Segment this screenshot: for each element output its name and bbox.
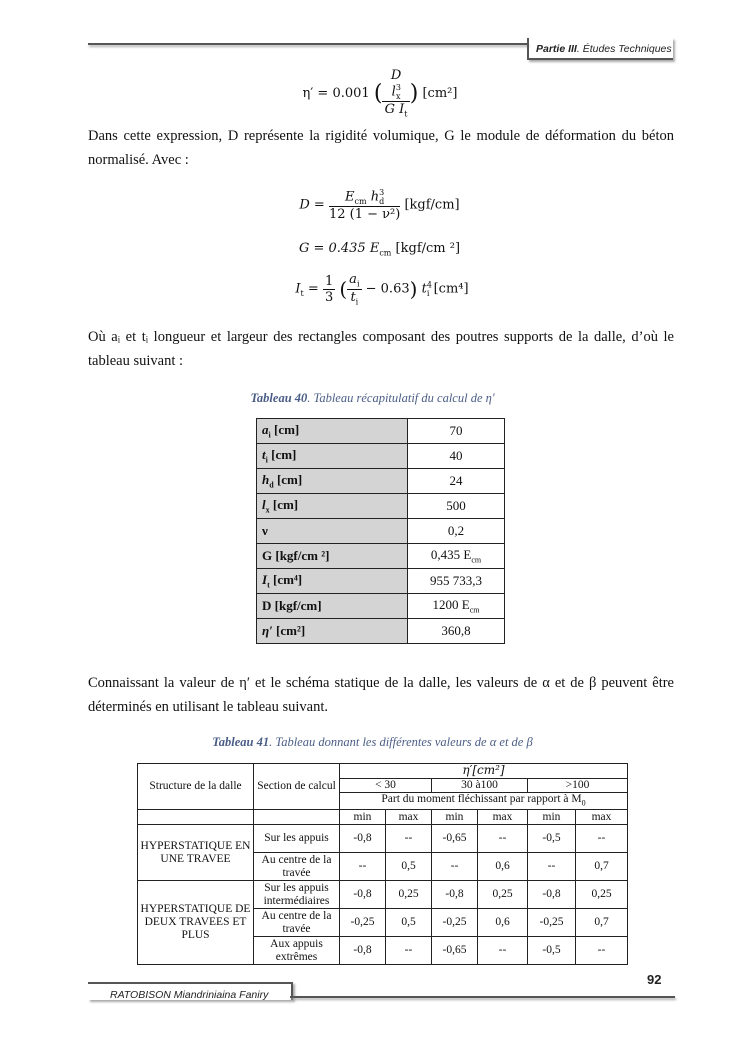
table-41-row xyxy=(138,825,628,853)
table-41-value: -0,8 xyxy=(528,881,576,909)
formula-eta: η′ = 0.001 ( $\frac{D l^3_x}{G I_t}$ ) [cm²] xyxy=(302,68,458,119)
header-part: Partie III xyxy=(536,43,577,55)
paragraph-alpha-beta: Connaissant la valeur de η′ et le schéma statique de la dalle, les valeurs de α et de β peuvent être déterminés en utilisant le tableau suivant. xyxy=(88,675,674,715)
table-40-param: $I_t$ [cm⁴] xyxy=(257,569,408,594)
header-structure: Structure de la dalle xyxy=(138,764,254,810)
caption-table-40: Tableau 40. Tableau récapitulatif du calcul de η′ xyxy=(250,391,495,405)
table-41-section: Sur les appuis xyxy=(254,825,340,853)
table-41-value: 0,6 xyxy=(478,853,528,881)
table-41-value: -0,5 xyxy=(528,825,576,853)
table-41-value: 0,6 xyxy=(478,909,528,937)
table-41-value: -- xyxy=(386,937,432,965)
table-41-section: Au centre de la travée xyxy=(254,909,340,937)
table-41 xyxy=(137,763,628,965)
table-41-value: 0,5 xyxy=(386,853,432,881)
header-section: Section de calcul xyxy=(254,764,340,810)
table-41-value: -0,25 xyxy=(340,909,386,937)
table-40-param: $a_i$ [cm] xyxy=(257,419,408,444)
table-41-section: Sur les appuis intermédiaires xyxy=(254,881,340,909)
table-41-value: -- xyxy=(576,825,628,853)
table-40-row xyxy=(257,419,505,444)
table-40-row xyxy=(257,569,505,594)
range-gt-100: >100 xyxy=(528,779,628,793)
blank-cell xyxy=(138,810,254,825)
formula-eta-fraction: $\frac{D l^3_x}{G I_t}$ xyxy=(382,68,409,119)
header-minmax: min xyxy=(528,810,576,825)
formula-G: G = 0.435 $E_{cm}$ [kgf/cm ²] xyxy=(298,241,461,258)
table-40-row xyxy=(257,544,505,569)
table-41-value: -- xyxy=(340,853,386,881)
table-40-row xyxy=(257,594,505,619)
header-minmax: min xyxy=(340,810,386,825)
running-header: Partie III. Études Techniques xyxy=(536,43,672,55)
table-41-value: -0,8 xyxy=(432,881,478,909)
table-41-structure: HYPERSTATIQUE DE DEUX TRAVEES ET PLUS xyxy=(138,881,254,965)
table-40-param: $h_d$ [cm] xyxy=(257,469,408,494)
table-40-value: 0,2 xyxy=(408,519,505,544)
table-40-param: D [kgf/cm] xyxy=(257,594,408,619)
table-41-value: -0,25 xyxy=(528,909,576,937)
table-41-row xyxy=(138,881,628,909)
page-number: 92 xyxy=(647,972,662,987)
table-41-value: -- xyxy=(576,937,628,965)
table-40-row xyxy=(257,519,505,544)
table-41-value: 0,25 xyxy=(478,881,528,909)
header-rule xyxy=(88,43,528,45)
blank-cell xyxy=(254,810,340,825)
caption-table-41: Tableau 41. Tableau donnant les différentes valeurs de α et de β xyxy=(212,735,533,749)
table-41-section: Au centre de la travée xyxy=(254,853,340,881)
table-41-value: -- xyxy=(478,825,528,853)
header-minmax: max xyxy=(386,810,432,825)
table-41-value: -- xyxy=(478,937,528,965)
table-41-value: 0,25 xyxy=(386,881,432,909)
table-41-value: 0,7 xyxy=(576,853,628,881)
table-40-row xyxy=(257,494,505,519)
table-40-param: η′ [cm²] xyxy=(257,619,408,644)
table-40-value: 360,8 xyxy=(408,619,505,644)
paragraph-rectangles: Où aᵢ et tᵢ longueur et largeur des rectangles composant des poutres supports de la dalle, d’où le tableau suivant : xyxy=(88,329,674,369)
table-41-value: 0,7 xyxy=(576,909,628,937)
table-40-value: 40 xyxy=(408,444,505,469)
table-41-value: -0,65 xyxy=(432,937,478,965)
table-40-row xyxy=(257,444,505,469)
table-40-value: 500 xyxy=(408,494,505,519)
table-40-value: 1200 $E_{cm}$ xyxy=(408,594,505,619)
header-minmax: min xyxy=(432,810,478,825)
table-40-param: $l_x$ [cm] xyxy=(257,494,408,519)
table-41-section: Aux appuis extrêmes xyxy=(254,937,340,965)
table-41-value: -0,25 xyxy=(432,909,478,937)
footer-rule xyxy=(290,996,675,998)
table-40-value: 0,435 $E_{cm}$ xyxy=(408,544,505,569)
table-41-value: -0,5 xyxy=(528,937,576,965)
table-41-value: -0,65 xyxy=(432,825,478,853)
table-40-value: 955 733,3 xyxy=(408,569,505,594)
range-30-100: 30 à100 xyxy=(432,779,528,793)
table-40-param: ν xyxy=(257,519,408,544)
table-40-param: $t_i$ [cm] xyxy=(257,444,408,469)
table-41-value: -- xyxy=(528,853,576,881)
formula-D: D = $\frac{E_{cm} h^3_d}{\text{12 (1 − ν²)}}$ [kgf/cm] xyxy=(299,188,460,222)
table-40-value: 70 xyxy=(408,419,505,444)
table-40-row xyxy=(257,469,505,494)
footer-author: RATOBISON Miandriniaina Faniry xyxy=(110,989,269,1001)
table-41-value: -0,8 xyxy=(340,825,386,853)
formula-It: $I_t$ = $\frac{1}{3}$ ( $\frac{a_i}{t_i}$ − 0.63) $t^4_i$ [cm⁴] xyxy=(295,272,469,307)
table-40 xyxy=(256,418,505,644)
table-40-param: G [kgf/cm ²] xyxy=(257,544,408,569)
table-41-value: 0,5 xyxy=(386,909,432,937)
table-40-row xyxy=(257,619,505,644)
paragraph-definitions: Dans cette expression, D représente la rigidité volumique, G le module de déformation du béton normalisé. Avec : xyxy=(88,128,674,168)
table-41-value: -- xyxy=(386,825,432,853)
header-minmax: max xyxy=(576,810,628,825)
header-moment-share: Part du moment fléchissant par rapport à $M_0$ xyxy=(340,793,628,810)
table-41-value: -- xyxy=(432,853,478,881)
header-title: Études Techniques xyxy=(582,43,672,55)
table-41-structure: HYPERSTATIQUE EN UNE TRAVEE xyxy=(138,825,254,881)
range-lt-30: < 30 xyxy=(340,779,432,793)
header-minmax: max xyxy=(478,810,528,825)
table-41-value: 0,25 xyxy=(576,881,628,909)
table-41-value: -0,8 xyxy=(340,937,386,965)
header-eta: η′[cm²] xyxy=(340,764,628,779)
table-41-value: -0,8 xyxy=(340,881,386,909)
table-40-value: 24 xyxy=(408,469,505,494)
